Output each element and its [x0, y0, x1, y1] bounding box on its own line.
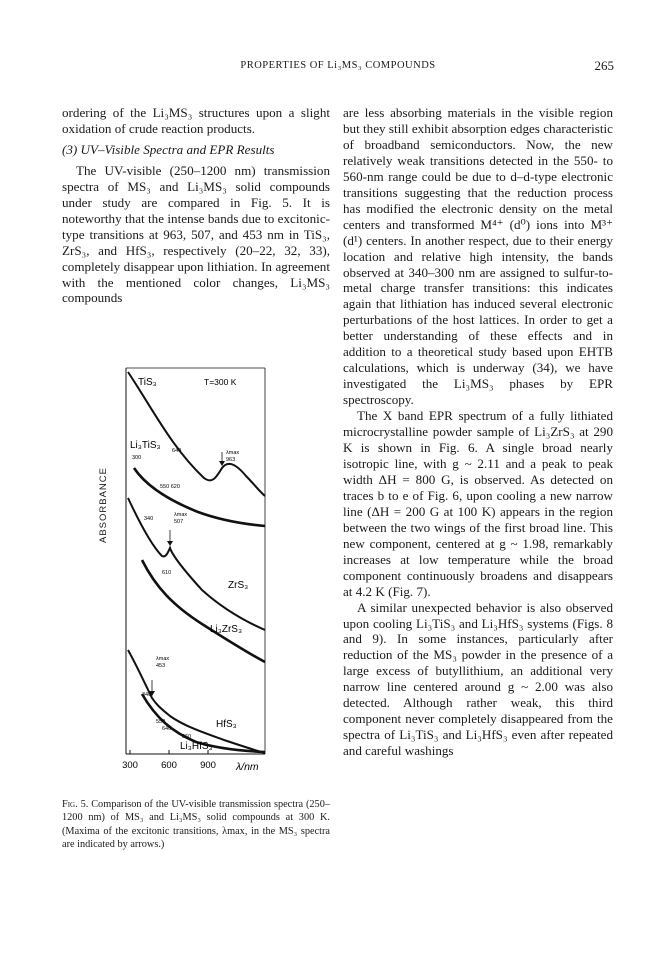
curve-hfs3 [128, 650, 265, 753]
label-li3zrs3: Li₃ZrS₃ [210, 624, 243, 635]
figure-5 [98, 368, 282, 776]
label-963: 963 [226, 457, 236, 463]
label-tis3: TiS₃ [138, 377, 157, 388]
label-507: 507 [174, 519, 184, 525]
right-paragraph-2: The X band EPR spectrum of a fully lithiated microcrystalline powder sample of Li₃ZrS₃ at 290 K is shown in Fig. 6. A single broad nearly isotropic line, with g ~ 2.11 and a peak to peak width ΔH = 800 G, is observed. As detected on traces b to e of Fig. 6, upon cooling a new narrow line (ΔH = 200 G at 100 K) appears in the region between the two wings of the first broad line. This new component, centered at g ~ 1.98, remarkably increases at low temperature while the broad component continuously broadens and disappears at 4.2 K (Fig. 7). [343, 408, 613, 599]
x-tick-label-300: 300 [122, 760, 138, 771]
x-tick-label-900: 900 [200, 760, 216, 771]
curve-li3zrs3 [142, 560, 265, 662]
label-zrs3: ZrS₃ [228, 580, 249, 591]
label-640-hf: 640 [162, 726, 172, 732]
label-300-ti: 300 [132, 455, 142, 461]
label-lmax-963: λmax [226, 450, 240, 456]
left-column [62, 105, 330, 306]
label-453: 453 [156, 663, 166, 669]
spectra-plot [112, 368, 282, 776]
label-550-620: 550 620 [160, 484, 180, 490]
label-lmax-507: λmax [174, 512, 188, 518]
label-hfs3: HfS₃ [216, 719, 237, 730]
page-number: 265 [594, 58, 614, 73]
left-paragraph-1: ordering of the Li₃MS₃ structures upon a slight oxidation of crude reaction products. [62, 105, 330, 136]
label-li3tis3: Li₃TiS₃ [130, 440, 161, 451]
label-temperature: T=300 K [204, 377, 237, 387]
label-lmax-453: λmax [156, 656, 170, 662]
label-li3hfs3: Li₃HfS₃ [180, 741, 213, 752]
right-column [343, 105, 613, 759]
label-340-zr: 340 [144, 516, 154, 522]
y-axis-label: ABSORBANCE [98, 467, 109, 543]
caption-text: Comparison of the UV-visible transmission spectra (250–1200 nm) of MS₃ and Li₃MS₃ solid compounds at 300 K. (Maxima of the excitonic transitions, λmax, in the MS₃ spectra are indicated by arrows.) [62, 799, 331, 851]
left-paragraph-2: The UV-visible (250–1200 nm) transmission spectra of MS₃ and Li₃MS₃ solid compounds under study are compared in Fig. 5. It is noteworthy that the intense bands due to excitonic-type transitions at 963, 507, and 453 nm in TiS₃, ZrS₃, and HfS₃, respectively (20–22, 32, 33), completely disappear upon lithiation. In agreement with the mentioned color changes, Li₃MS₃ compounds [62, 162, 330, 306]
figure-caption [62, 798, 330, 852]
right-paragraph-1: are less absorbing materials in the visible region but they still exhibit absorption edges characteristic of broadband semiconductors. Now, the new relatively weak transitions detected in the 550- to 560-nm range could be due to d–d-type electronic transitions suggesting that the reduction process has modified the electronic density on the metal centers and transformed M⁴⁺ (d⁰) ions into M³⁺ (d¹) centers. In another respect, due to their energy location and relative high intensity, the bands observed at 340–300 nm are assigned to sulfur-to-metal charge transfer transitions: this indicates again that lithiation has induced several electronic perturbations of the host lattices. In order to get a better understanding of these effects and in addition to a theoretical study based upon EHTB calculations, which is underway (34), we have investigated the Li₃MS₃ phases by EPR spectroscopy. [343, 105, 613, 408]
x-unit-label: λ/nm [236, 761, 259, 773]
running-title: PROPERTIES OF Li₃MS₃ COMPOUNDS [240, 60, 436, 71]
section-heading: (3) UV–Visible Spectra and EPR Results [62, 141, 275, 157]
arrowhead-507 [167, 541, 173, 546]
label-660: 660 [182, 734, 192, 740]
curve-tis3 [128, 372, 265, 496]
right-paragraph-3: A similar unexpected behavior is also observed upon cooling Li₃TiS₃ and Li₃HfS₃ systems (Figs. 8 and 9). In some instances, particularly after reduction of the MS₃ powder in the presence of a large excess of butyllithium, an additional very narrow line centered around g ~ 2.00 was also detected. Although rather weak, this third component never completely disappeared from the spectra of Li₃TiS₃ and Li₃HfS₃ even after repeated and careful washings [343, 599, 613, 759]
label-640-ti: 640 [172, 448, 182, 454]
running-header [62, 60, 614, 80]
label-340-hf: 340 [142, 692, 152, 698]
caption-label: Fig. 5. [62, 799, 89, 810]
label-610: 610 [162, 570, 172, 576]
x-tick-label-600: 600 [161, 760, 177, 771]
label-550-hf: 550 [156, 719, 166, 725]
